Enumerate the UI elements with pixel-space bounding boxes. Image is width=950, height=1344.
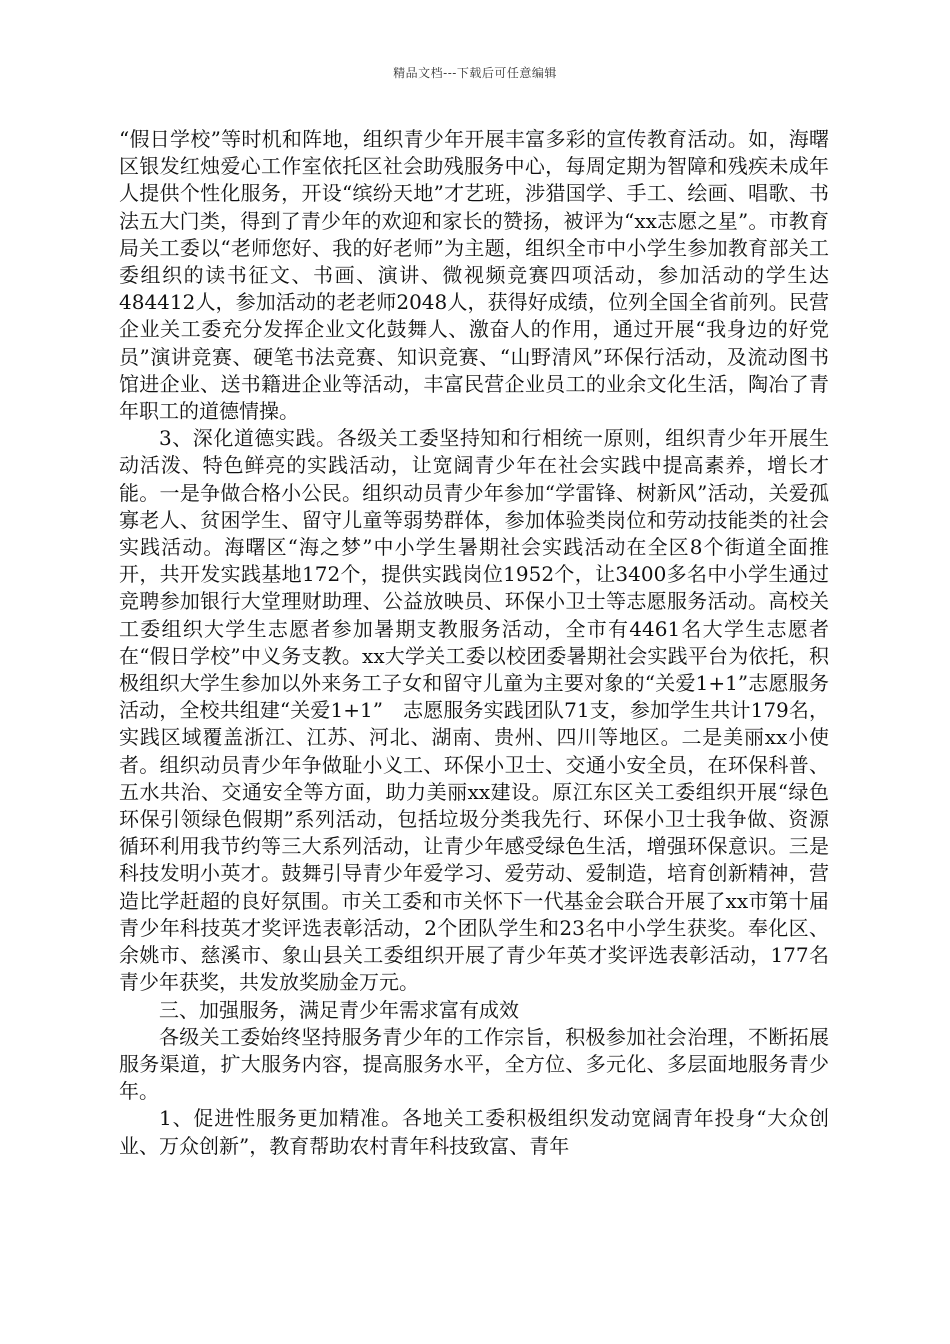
- section-heading: 三、加强服务，满足青少年需求富有成效: [159, 997, 519, 1022]
- page-header: 精品文档---下载后可任意编辑: [393, 66, 557, 80]
- paragraph: 各级关工委始终坚持服务青少年的工作宗旨，积极参加社会治理，不断拓展服务渠道，扩大服务内容，提高服务水平，全方位、多元化、多层面地服务青少年。: [119, 1024, 829, 1104]
- paragraph: 1、促进性服务更加精准。各地关工委积极组织发动宽阔青年投身“大众创业、万众创新”，教育帮助农村青年科技致富、青年: [119, 1106, 829, 1158]
- paragraph: “假日学校”等时机和阵地，组织青少年开展丰富多彩的宣传教育活动。如，海曙区银发红烛爱心工作室依托区社会助残服务中心，每周定期为智障和残疾未成年人提供个性化服务，开设“缤纷天地”才艺班，涉猎国学、手工、绘画、唱歌、书法五大门类，得到了青少年的欢迎和家长的赞扬，被评为“xx志愿之星”。市教育局关工委以“老师您好、我的好老师”为主题，组织全市中小学生参加教育部关工委组织的读书征文、书画、演讲、微视频竞赛四项活动，参加活动的学生达484412人，参加活动的老老师2048人，获得好成绩，位列全国全省前列。民营企业关工委充分发挥企业文化鼓舞人、激奋人的作用，通过开展“我身边的好党员”演讲竞赛、硬笔书法竞赛、知识竞赛、“山野清风”环保行活动，及流动图书馆进企业、送书籍进企业等活动，丰富民营企业员工的业余文化生活，陶冶了青年职工的道德情操。: [119, 127, 829, 424]
- paragraph: 3、深化道德实践。各级关工委坚持知和行相统一原则，组织青少年开展生动活泼、特色鲜亮的实践活动，让宽阔青少年在社会实践中提高素养，增长才能。一是争做合格小公民。组织动员青少年参加“学雷锋、树新风”活动，关爱孤寡老人、贫困学生、留守儿童等弱势群体，参加体验类岗位和劳动技能类的社会实践活动。海曙区“海之梦”中小学生暑期社会实践活动在全区8个街道全面推开，共开发实践基地172个，提供实践岗位1952个，让3400多名中小学生通过竞聘参加银行大堂理财助理、公益放映员、环保小卫士等志愿服务活动。高校关工委组织大学生志愿者参加暑期支教服务活动，全市有4461名大学生志愿者在“假日学校”中义务支教。xx大学关工委以校团委暑期社会实践平台为依托，积极组织大学生参加以外来务工子女和留守儿童为主要对象的“关爱1+1”志愿服务活动，全校共组建“关爱1+1” 志愿服务实践团队71支，参加学生共计179名，实践区域覆盖浙江、江苏、河北、湖南、贵州、四川等地区。二是美丽xx小使者。组织动员青少年争做耻小义工、环保小卫士、交通小安全员，在环保科普、五水共治、交通安全等方面，助力美丽xx建设。原江东区关工委组织开展“绿色环保引领绿色假期”系列活动，包括垃圾分类我先行、环保小卫士我争做、资源循环利用我节约等三大系列活动，让青少年感受绿色生活，增强环保意识。三是科技发明小英才。鼓舞引导青少年爱学习、爱劳动、爱制造，培育创新精神，营造比学赶超的良好氛围。市关工委和市关怀下一代基金会联合开展了xx市第十届青少年科技英才奖评选表彰活动，2个团队学生和23名中小学生获奖。奉化区、余姚市、慈溪市、象山县关工委组织开展了青少年英才奖评选表彰活动，177名青少年获奖，共发放奖励金万元。: [119, 426, 829, 995]
- document-body: [119, 126, 829, 1160]
